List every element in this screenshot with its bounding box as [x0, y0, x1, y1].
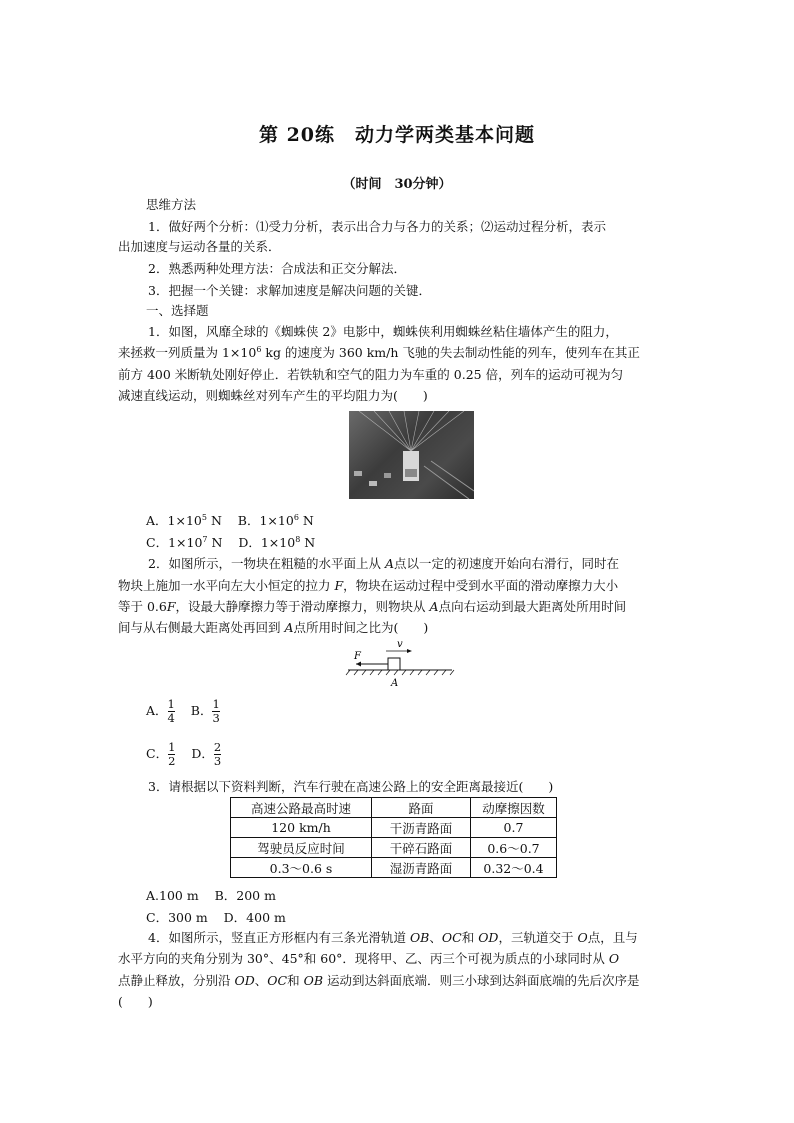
table-row: [231, 858, 557, 878]
q3-data-table: [230, 797, 557, 878]
q1-line-3: 前方 400 米断轨处刚好停止．若铁轨和空气的阻力为车重的 0.25 倍，列车的运动可视为匀: [118, 367, 624, 382]
q1-options-row-2: [146, 533, 315, 551]
q2-options-row-1: [146, 698, 220, 725]
table-row: [231, 818, 557, 838]
point-a-label: A: [391, 678, 399, 688]
q2-option-c[interactable]: C． $\frac{1}{2}$: [146, 740, 176, 768]
table-row: [231, 798, 557, 818]
q2-option-a[interactable]: A． $\frac{1}{4}$: [146, 697, 175, 725]
q2-figure: [340, 636, 460, 688]
table-cell: 0.3～0.6 s: [231, 858, 372, 878]
q3-option-b[interactable]: B．200 m: [214, 888, 276, 903]
q2-line-3: 等于 0.6F，设最大静摩擦力等于滑动摩擦力，则物块从 A点向右运动到最大距离处所用时间: [118, 599, 627, 614]
q1-option-d[interactable]: D．$1\times 10^8$ N: [238, 535, 316, 550]
table-cell: 动摩擦因数: [471, 798, 557, 818]
q1-option-c[interactable]: C．$1\times 10^7$ N: [146, 535, 223, 550]
table-cell: 路面: [372, 798, 471, 818]
table-cell: 干碎石路面: [372, 838, 471, 858]
table-cell: 0.32～0.4: [471, 858, 557, 878]
q4-line-3: 点静止释放，分别沿 OD、OC和 OB 运动到达斜面底端．则三小球到达斜面底端的先后次序是: [118, 973, 640, 988]
q3-option-d[interactable]: D．400 m: [223, 910, 286, 925]
page-subtitle: （时间 30分钟）: [342, 177, 452, 192]
q3-option-c[interactable]: C．300 m: [146, 910, 208, 925]
q1-option-a[interactable]: A．$1\times 10^5$ N: [146, 513, 222, 528]
method-item-1: 1．做好两个分析：⑴受力分析，表示出合力与各力的关系；⑵运动过程分析，表示: [148, 219, 606, 234]
q4-line-4: ( ): [118, 994, 153, 1009]
block: [388, 658, 400, 670]
table-cell: 干沥青路面: [372, 818, 471, 838]
method-item-2: 2．熟悉两种处理方法：合成法和正交分解法．: [148, 261, 406, 276]
method-heading: 思维方法: [146, 197, 197, 212]
section-heading: 一、选择题: [146, 303, 209, 318]
q1-line-1: 1．如图，风靡全球的《蜘蛛侠 2》电影中，蜘蛛侠利用蜘蛛丝粘住墙体产生的阻力，: [148, 324, 618, 339]
method-item-3: 3．把握一个关键：求解加速度是解决问题的关键．: [148, 283, 431, 298]
q1-line-4: 减速直线运动，则蜘蛛丝对列车产生的平均阻力为( ): [118, 388, 428, 403]
q3-option-a[interactable]: A.100 m: [146, 888, 199, 903]
q1-line-2: 来拯救一列质量为 $1\times 10^6$ kg 的速度为 360 km/h 飞驰的失去制动性能的列车，使列车在其正: [118, 345, 640, 360]
table-cell: 120 km/h: [231, 818, 372, 838]
q3-line-1: 3．请根据以下资料判断，汽车行驶在高速公路上的安全距离最接近( ): [148, 779, 554, 794]
table-cell: 高速公路最高时速: [231, 798, 372, 818]
q3-options-row-2: [146, 908, 286, 926]
method-item-1-cont: 出加速度与运动各量的关系．: [118, 239, 281, 254]
table-cell: 湿沥青路面: [372, 858, 471, 878]
table-cell: 驾驶员反应时间: [231, 838, 372, 858]
q3-options-row-1: [146, 886, 276, 904]
q2-option-b[interactable]: B． $\frac{1}{3}$: [190, 697, 220, 725]
q2-options-row-2: [146, 741, 221, 768]
q2-line-1: 2．如图所示，一物块在粗糙的水平面上从 A点以一定的初速度开始向右滑行，同时在: [148, 556, 619, 571]
q4-line-1: 4．如图所示，竖直正方形框内有三条光滑轨道 OB、OC和 OD，三轨道交于 O点，且与: [148, 930, 638, 945]
table-cell: 0.7: [471, 818, 557, 838]
q2-option-d[interactable]: D． $\frac{2}{3}$: [191, 740, 222, 768]
q2-line-4: 间与从右侧最大距离处再回到 A点所用时间之比为( ): [118, 620, 429, 635]
q2-line-2: 物块上施加一水平向左大小恒定的拉力 F，物块在运动过程中受到水平面的滑动摩擦力大小: [118, 578, 619, 593]
table-cell: 0.6～0.7: [471, 838, 557, 858]
q1-option-b[interactable]: B．$1\times 10^6$ N: [237, 513, 314, 528]
force-label: F: [354, 651, 361, 662]
q1-options-row-1: [146, 511, 314, 529]
page-title: 第 20练 动力学两类基本问题: [258, 124, 536, 146]
velocity-label: v: [397, 639, 403, 650]
table-row: [231, 838, 557, 858]
train-photo: [349, 411, 474, 499]
q4-line-2: 水平方向的夹角分别为 30°、45°和 60°．现将甲、乙、丙三个可视为质点的小球同时从 O: [118, 951, 620, 966]
